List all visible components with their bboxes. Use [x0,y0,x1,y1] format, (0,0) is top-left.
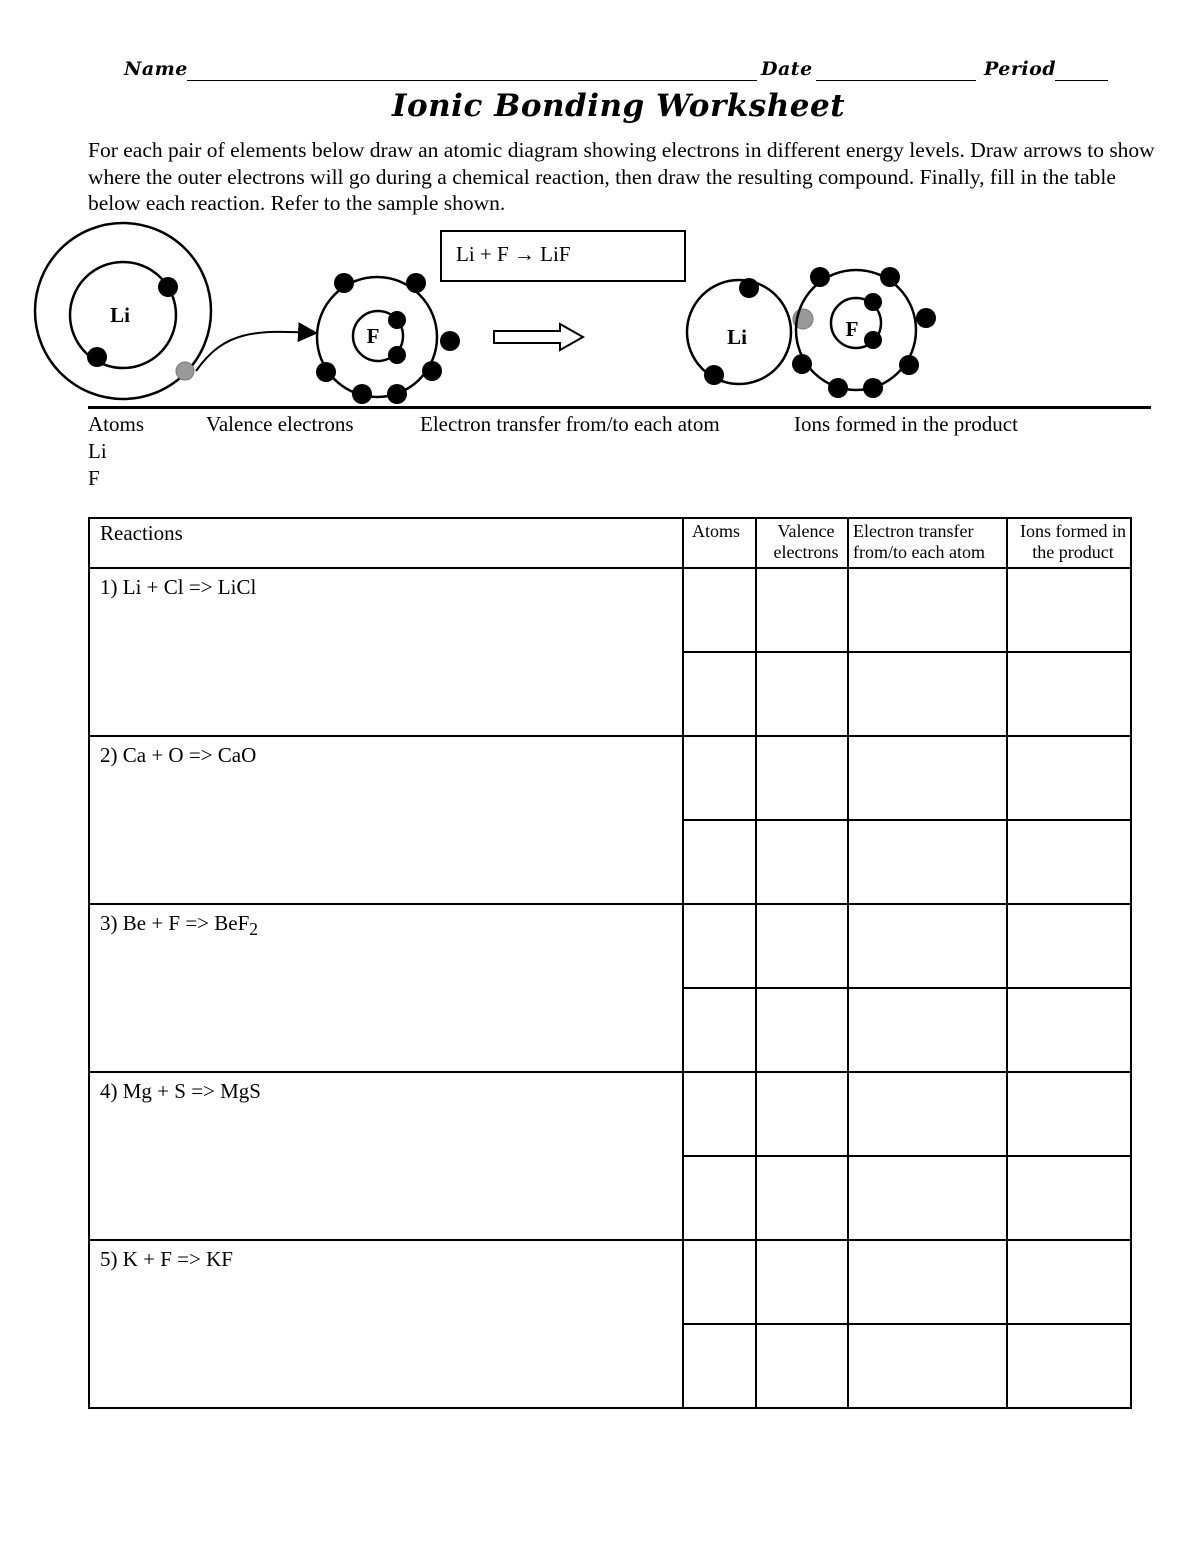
table-row [89,1240,1131,1324]
li-atom-left [35,223,211,399]
ions-cell[interactable] [1007,1240,1131,1324]
atoms-cell[interactable] [683,988,756,1072]
transfer-cell[interactable] [848,736,1007,820]
atoms-cell[interactable] [683,736,756,820]
table-row [89,904,1131,988]
li-right-symbol: Li [727,325,747,349]
sample-equation: Li + F → LiF [456,242,571,266]
reaction-subscript: 2 [249,919,259,940]
sample-atom-diagram [0,215,1200,410]
li-atom-right [687,278,791,385]
sample-row-f: F [88,466,100,490]
reaction-arrow [494,324,583,350]
sample-col-atoms: Atoms [88,412,145,436]
table-row [89,1072,1131,1156]
atoms-cell[interactable] [683,652,756,736]
atoms-cell[interactable] [683,820,756,904]
transfer-cell[interactable] [848,1072,1007,1156]
transfer-cell[interactable] [848,1324,1007,1408]
atoms-cell[interactable] [683,904,756,988]
reaction-label: 1) Li + Cl => LiCl [100,575,257,599]
ions-cell[interactable] [1007,1156,1131,1240]
transfer-cell[interactable] [848,988,1007,1072]
period-line[interactable] [1055,80,1108,81]
atoms-cell[interactable] [683,1240,756,1324]
transfer-cell[interactable] [848,904,1007,988]
date-line[interactable] [816,80,976,81]
sample-col-valence: Valence electrons [206,412,354,436]
valence-cell[interactable] [756,736,848,820]
valence-cell[interactable] [756,1072,848,1156]
reaction-cell[interactable] [89,1240,683,1408]
transfer-cell[interactable] [848,1240,1007,1324]
name-line[interactable] [187,80,757,81]
atoms-cell[interactable] [683,568,756,652]
ions-cell[interactable] [1007,1072,1131,1156]
reaction-cell[interactable] [89,568,683,736]
ions-cell[interactable] [1007,652,1131,736]
reaction-label: 4) Mg + S => MgS [100,1079,261,1103]
header-valence: Valence electrons [756,518,848,568]
transfer-cell[interactable] [848,568,1007,652]
sample-divider [88,406,1151,409]
header-transfer: Electron transfer from/to each atom [848,518,1007,568]
period-label: Period [984,58,1057,80]
date-label: Date [761,58,813,80]
reaction-label: 3) Be + F => BeF [100,911,250,935]
reaction-cell[interactable] [89,904,683,1072]
transfer-cell[interactable] [848,820,1007,904]
reaction-cell[interactable] [89,1072,683,1240]
atoms-cell[interactable] [683,1324,756,1408]
instructions: For each pair of elements below draw an atomic diagram showing electrons in different energy levels. Draw arrows to show where the outer electrons will go during a chemical reaction, then draw the resulting compound. Finally, fill in the table below each reaction. Refer to the sample shown. [88,138,1155,215]
li-left-symbol: Li [110,303,130,327]
valence-cell[interactable] [756,904,848,988]
header-reactions: Reactions [89,518,683,568]
valence-cell[interactable] [756,1156,848,1240]
ions-cell[interactable] [1007,820,1131,904]
header-ions: Ions formed in the product [1007,518,1131,568]
table-row [89,568,1131,652]
f-left-symbol: F [366,324,380,348]
valence-cell[interactable] [756,1240,848,1324]
ions-cell[interactable] [1007,904,1131,988]
table-header-row [89,518,1131,568]
reaction-label: 5) K + F => KF [100,1247,233,1271]
sample-col-ions: Ions formed in the product [794,412,1018,436]
transfer-cell[interactable] [848,652,1007,736]
f-atom-left [316,273,460,404]
ions-cell[interactable] [1007,988,1131,1072]
valence-cell[interactable] [756,1324,848,1408]
reactions-table [88,517,1132,1409]
table-row [89,736,1131,820]
atoms-cell[interactable] [683,1072,756,1156]
name-label: Name [124,58,188,80]
header-atoms: Atoms [683,518,756,568]
f-right-symbol: F [845,317,859,341]
valence-cell[interactable] [756,820,848,904]
electron-transfer-arrow [196,332,316,371]
reaction-cell[interactable] [89,736,683,904]
reaction-label: 2) Ca + O => CaO [100,743,257,767]
valence-cell[interactable] [756,568,848,652]
atoms-cell[interactable] [683,1156,756,1240]
transfer-cell[interactable] [848,1156,1007,1240]
ions-cell[interactable] [1007,1324,1131,1408]
f-atom-right [792,267,936,398]
valence-cell[interactable] [756,652,848,736]
valence-cell[interactable] [756,988,848,1072]
sample-col-transfer: Electron transfer from/to each atom [420,412,720,436]
ions-cell[interactable] [1007,568,1131,652]
worksheet-title: Ionic Bonding Worksheet [391,88,846,124]
sample-row-li: Li [88,439,107,463]
ions-cell[interactable] [1007,736,1131,820]
